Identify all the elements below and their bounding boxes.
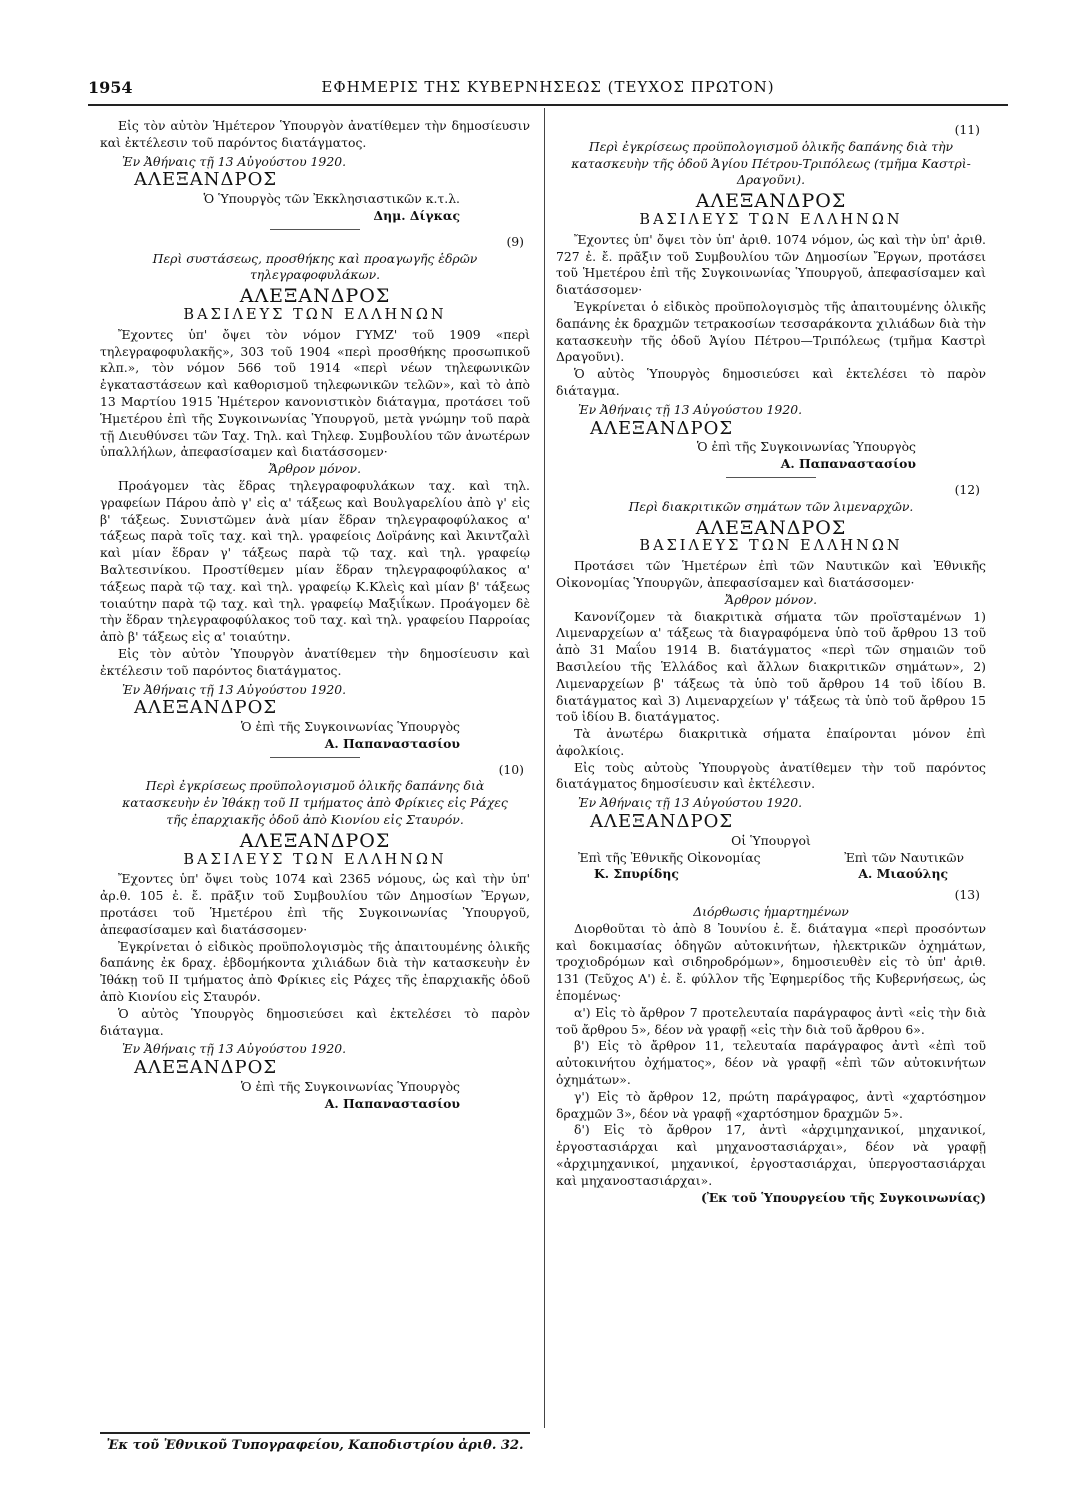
decree-9-preamble: Ἔχοντες ὑπ' ὄψει τὸν νόμον ΓΥΜΖ' τοῦ 1909 «περὶ τηλεγραφοφυλακῆς», 303 τοῦ 1904 «περὶ προσθήκης προσωπικοῦ κλπ.», τὸν νόμον 566 τοῦ 1914 «περὶ νέων τηλεφωνικῶν ἐγκαταστάσεων καὶ καθορισμοῦ τηλεφωνικῶν τελῶν», καὶ τὸ ἀπὸ 13 Μαρτίου 1915 Ἡμέτερον κανονιστικὸν διάταγμα, προτάσει τοῦ Ἡμετέρου ἐπὶ τῆς Συγκοινωνίας Ὑπουργοῦ, μετὰ γνώμην τοῦ παρὰ τῇ Διευθύνσει τῶν Ταχ. Τηλ. καὶ Τηλεφ. Συμβουλίου τῶν ἀνωτέρων ὑπαλλήλων, ἀπεφασίσαμεν καὶ διατάσσομεν· — [100, 326, 530, 460]
decree-13-item-b: β') Εἰς τὸ ἄρθρον 11, τελευταία παράγραφος ἀντὶ «ἐπὶ τοῦ αὐτοκινήτου ὀχήματος», δέον νὰ γραφῇ «ἐπὶ τῶν αὐτοκινήτων ὀχημάτων». — [556, 1038, 986, 1088]
decree-11-subject: Περὶ ἐγκρίσεως προϋπολογισμοῦ ὁλικῆς δαπάνης διὰ τὴν κατασκευὴν τῆς ὁδοῦ Ἁγίου Πέτρου-Τριπόλεως (τμῆμα Καστρὶ-Δραγοῦνι). — [571, 138, 971, 188]
decree-9-date: Ἐν Ἀθήναις τῇ 13 Αὐγούστου 1920. — [122, 681, 347, 697]
right-column — [556, 118, 986, 1206]
decree-9-article: Ἄρθρον μόνον. — [268, 461, 362, 477]
decree-10-king-signature: ΑΛΕΞΑΝΔΡΟΣ — [134, 1057, 278, 1079]
decree-12-minister-2-title: Ἐπὶ τῶν Ναυτικῶν — [844, 849, 964, 865]
decree-11-title: ΒΑΣΙΛΕΥΣ ΤΩΝ ΕΛΛΗΝΩΝ — [639, 211, 903, 228]
separator-line — [726, 477, 816, 478]
decree-12-body: Κανονίζομεν τὰ διακριτικὰ σήματα τῶν προϊσταμένων 1) Λιμεναρχείων α' τάξεως τὰ διαγραφόμενα ὑπὸ τοῦ ἄρθρου 13 τοῦ ἀπὸ 31 Μαΐου 1914 Β. διατάγματος «περὶ τῶν σημαιῶν τοῦ Βασιλείου τῆς Ἑλλάδος καὶ ἄλλων διακριτικῶν σημάτων», 2) Λιμεναρχείων β' τάξεως τὰ ὑπὸ τοῦ ἄρθρου 14 τοῦ ἰδίου Β. διατάγματος καὶ 3) Λιμεναρχείων γ' τάξεως τὰ ὑπὸ τοῦ ἄρθρου 15 τοῦ ἰδίου Β. διατάγματος. — [556, 608, 986, 725]
intro-text: Εἰς τὸν αὐτὸν Ἡμέτερον Ὑπουργὸν ἀνατίθεμεν τὴν δημοσίευσιν καὶ ἐκτέλεσιν τοῦ παρόντος διατάγματος. — [100, 118, 530, 150]
header-rule — [88, 104, 1008, 106]
printer-footer: Ἐκ τοῦ Ἐθνικοῦ Τυπογραφείου, Καποδιστρίου ἀριθ. 32. — [100, 1432, 530, 1453]
column-divider — [544, 108, 545, 1428]
decree-13-item-c: γ') Εἰς τὸ ἄρθρον 12, πρώτη παράγραφος, ἀντὶ «χαρτόσημον δραχμῶν 3», δέον νὰ γραφῇ «χαρτόσημον δραχμῶν 5». — [556, 1088, 986, 1121]
separator-line — [270, 229, 360, 230]
decree-12-king-signature: ΑΛΕΞΑΝΔΡΟΣ — [590, 811, 734, 833]
decree-11-minister-title: Ὁ ἐπὶ τῆς Συγκοινωνίας Ὑπουργὸς — [696, 439, 916, 455]
intro-king-signature: ΑΛΕΞΑΝΔΡΟΣ — [134, 169, 278, 191]
decree-9-minister-name: Α. Παπαναστασίου — [324, 735, 460, 751]
decree-10-title: ΒΑΣΙΛΕΥΣ ΤΩΝ ΕΛΛΗΝΩΝ — [183, 851, 447, 868]
decree-9-king: ΑΛΕΞΑΝΔΡΟΣ — [239, 285, 391, 308]
decree-12-date: Ἐν Ἀθήναις τῇ 13 Αὐγούστου 1920. — [578, 795, 803, 811]
decree-12-preamble: Προτάσει τῶν Ἡμετέρων ἐπὶ τῶν Ναυτικῶν καὶ Ἐθνικῆς Οἰκονομίας Ὑπουργῶν, ἀπεφασίσαμεν καὶ διατάσσομεν· — [556, 558, 986, 590]
decree-12-subject: Περὶ διακριτικῶν σημάτων τῶν λιμεναρχῶν. — [628, 498, 914, 514]
running-title: ΕΦΗΜΕΡΙΣ ΤΗΣ ΚΥΒΕΡΝΗΣΕΩΣ (ΤΕΥΧΟΣ ΠΡΩΤΟΝ) — [321, 78, 775, 96]
decree-9-number: (9) — [506, 233, 524, 249]
page-number: 1954 — [88, 78, 133, 97]
decree-9-title: ΒΑΣΙΛΕΥΣ ΤΩΝ ΕΛΛΗΝΩΝ — [183, 306, 447, 323]
decree-11-minister-name: Α. Παπαναστασίου — [780, 456, 916, 472]
decree-12-minister-1-title: Ἐπὶ τῆς Ἐθνικῆς Οἰκονομίας — [578, 849, 761, 865]
decree-11-closing: Ὁ αὐτὸς Ὑπουργὸς δημοσιεύσει καὶ ἐκτελέσει τὸ παρὸν διάταγμα. — [556, 366, 986, 398]
decree-12-note: Τὰ ἀνωτέρω διακριτικὰ σήματα ἐπαίρονται μόνον ἐπὶ ἀφολκίοις. — [556, 726, 986, 758]
decree-13-item-a: α') Εἰς τὸ ἄρθρον 7 προτελευταία παράγραφος ἀντὶ «εἰς τὴν διὰ τοῦ ἄρθρου 5», δέον νὰ γραφῇ «εἰς τὴν διὰ τοῦ ἄρθρου 6». — [556, 1004, 986, 1037]
decree-12-king: ΑΛΕΞΑΝΔΡΟΣ — [695, 516, 847, 539]
decree-10-king: ΑΛΕΞΑΝΔΡΟΣ — [239, 829, 391, 852]
decree-11-number: (11) — [954, 122, 980, 137]
decree-10-body: Ἐγκρίνεται ὁ εἰδικὸς προϋπολογισμὸς τῆς ἀπαιτουμένης ὁλικῆς δαπάνης ἐκ δραχ. ἑβδομήκοντα χιλιάδων διὰ τὴν κατασκευὴν ἐν Ἰθάκῃ τοῦ ΙΙ τμήματος ἀπὸ Φρίκιες εἰς Ράχες τῆς ἐπαρχιακῆς ὁδοῦ ἀπὸ Κιονίου εἰς Σταυρόν. — [100, 938, 530, 1005]
decree-12-minister-titles — [556, 850, 986, 867]
decree-12-article: Ἄρθρον μόνον. — [724, 591, 818, 607]
decree-9-closing: Εἰς τὸν αὐτὸν Ὑπουργὸν ἀνατίθεμεν τὴν δημοσίευσιν καὶ ἐκτέλεσιν τοῦ παρόντος διατάγματος. — [100, 645, 530, 678]
decree-9-king-signature: ΑΛΕΞΑΝΔΡΟΣ — [134, 697, 278, 719]
decree-9-body: Προάγομεν τὰς ἕδρας τηλεγραφοφυλάκων ταχ. καὶ τηλ. γραφείων Πάρου ἀπὸ γ' εἰς α' τάξεως καὶ Βουλγαρελίου ἀπὸ γ' εἰς β' τάξεως. Συνιστῶμεν ἀνὰ μίαν ἕδραν τηλεγραφοφύλακος α' τάξεως παρὰ τοῖς ταχ. καὶ τηλ. γραφείοις Δοϊράνης καὶ Ἀκιντζαλὶ καὶ μίαν ἕδραν γ' τάξεως παρὰ τῷ ταχ. καὶ τηλ. γραφείῳ Βαλτεσινίκου. Προστίθεμεν μίαν ἕδραν τηλεγραφοφύλακος α' τάξεως παρὰ τῷ ταχ. καὶ τηλ. γραφείῳ Κ.Κλεὶς καὶ μίαν β' τάξεως τοιαύτην παρὰ τῷ ταχ. καὶ τηλ. γραφείῳ Μαξιΐκων. Προάγομεν δὲ τὴν ἕδραν τηλεγραφοφύλακος τοῦ ταχ. καὶ τηλ. γραφείου Παρροίας ἀπὸ β' τάξεως εἰς α' τοιαύτην. — [100, 477, 530, 645]
page-header — [88, 78, 1008, 102]
decree-10-closing: Ὁ αὐτὸς Ὑπουργὸς δημοσιεύσει καὶ ἐκτελέσει τὸ παρὸν διάταγμα. — [100, 1005, 530, 1038]
decree-13-source: (Ἐκ τοῦ Ὑπουργείου τῆς Συγκοινωνίας) — [700, 1189, 986, 1205]
decree-13-body: Διορθοῦται τὸ ἀπὸ 8 Ἰουνίου ἐ. ἔ. διάταγμα «περὶ προσόντων καὶ δοκιμασίας ὁδηγῶν αὐτοκινήτων, ἠλεκτρικῶν ὀχημάτων, τροχιοδρόμων καὶ σιδηροδρόμων», δημοσιευθὲν εἰς τὸ ὑπ' ἀριθ. 131 (Τεῦχος Α') ἐ. ἔ. φύλλον τῆς Ἐφημερίδος τῆς Κυβερνήσεως, ὡς ἑπομένως· — [556, 920, 986, 1004]
intro-minister-title: Ὁ Ὑπουργὸς τῶν Ἐκκλησιαστικῶν κ.τ.λ. — [203, 191, 460, 207]
decree-13-item-d: δ') Εἰς τὸ ἄρθρον 17, ἀντὶ «ἀρχιμηχανικοί, μηχανικοί, ἐργοστασιάρχαι καὶ μηχανοστασιάρχαι», δέον νὰ γραφῇ «ἀρχιμηχανικοί, μηχανικοί, ἐργοστασιάρχαι, ὑπεργοστασιάρχαι καὶ μηχανοστασιάρχαι». — [556, 1122, 986, 1188]
decree-12-ministers-label: Οἱ Ὑπουργοὶ — [731, 832, 811, 848]
decree-11-king: ΑΛΕΞΑΝΔΡΟΣ — [695, 190, 847, 213]
decree-11-king-signature: ΑΛΕΞΑΝΔΡΟΣ — [590, 417, 734, 439]
decree-10-minister-name: Α. Παπαναστασίου — [324, 1095, 460, 1111]
decree-11-preamble: Ἔχοντες ὑπ' ὄψει τὸν ὑπ' ἀριθ. 1074 νόμον, ὡς καὶ τὴν ὑπ' ἀριθ. 727 ἐ. ἔ. πρᾶξιν τοῦ Συμβουλίου τῶν Δημοσίων Ἔργων, προτάσει τοῦ Ἡμετέρου ἐπὶ τῆς Συγκοινωνίας Ὑπουργοῦ, ἀπεφασίσαμεν καὶ διατάσσομεν· — [556, 231, 986, 298]
decree-10-subject: Περὶ ἐγκρίσεως προϋπολογισμοῦ ὁλικῆς δαπάνης διὰ κατασκευὴν ἐν Ἰθάκῃ τοῦ ΙΙ τμήματος ἀπὸ Φρίκιες εἰς Ράχες τῆς ἐπαρχιακῆς ὁδοῦ ἀπὸ Κιονίου εἰς Σταυρόν. — [122, 778, 508, 828]
decree-11-date: Ἐν Ἀθήναις τῇ 13 Αὐγούστου 1920. — [578, 401, 803, 417]
decree-10-date: Ἐν Ἀθήναις τῇ 13 Αὐγούστου 1920. — [122, 1041, 347, 1057]
decree-12-number: (12) — [954, 481, 980, 497]
decree-12-closing: Εἰς τοὺς αὐτοὺς Ὑπουργοὺς ἀνατίθεμεν τὴν τοῦ παρόντος διατάγματος δημοσίευσιν καὶ ἐκτέλεσιν. — [556, 759, 986, 792]
intro-minister-name: Δημ. Δίγκας — [373, 207, 460, 223]
decree-10-number: (10) — [498, 761, 524, 777]
decree-10-minister-title: Ὁ ἐπὶ τῆς Συγκοινωνίας Ὑπουργὸς — [240, 1079, 460, 1095]
decree-11-body: Ἐγκρίνεται ὁ εἰδικὸς προϋπολογισμὸς τῆς ἀπαιτουμένης ὁλικῆς δαπάνης ἐκ δραχμῶν τετρακοσίων τεσσαράκοντα χιλιάδων διὰ τὴν κατασκευὴν τῆς ὁδοῦ Ἁγίου Πέτρου—Τριπόλεως (τμῆμα Καστρὶ Δραγοῦνι). — [556, 298, 986, 365]
decree-13-subject: Διόρθωσις ἡμαρτημένων — [693, 904, 849, 920]
decree-9-minister-title: Ὁ ἐπὶ τῆς Συγκοινωνίας Ὑπουργὸς — [240, 719, 460, 735]
decree-12-minister-1-name: Κ. Σπυρίδης — [594, 866, 679, 882]
intro-date: Ἐν Ἀθήναις τῇ 13 Αὐγούστου 1920. — [122, 153, 347, 169]
left-column — [100, 118, 530, 1113]
decree-10-preamble: Ἔχοντες ὑπ' ὄψει τοὺς 1074 καὶ 2365 νόμους, ὡς καὶ τὴν ὑπ' ἀρ.θ. 105 ἐ. ἔ. πρᾶξιν τοῦ Συμβουλίου τῶν Δημοσίων Ἔργων, προτάσει τοῦ Ἡμετέρου ἐπὶ τῆς Συγκοινωνίας Ὑπουργοῦ, ἀπεφασίσαμεν καὶ διατάσσομεν· — [100, 871, 530, 937]
separator-line — [270, 757, 360, 758]
decree-13-number: (13) — [954, 887, 980, 903]
decree-12-minister-names — [556, 866, 986, 883]
decree-12-minister-2-name: Α. Μιαούλης — [858, 866, 948, 882]
decree-12-title: ΒΑΣΙΛΕΥΣ ΤΩΝ ΕΛΛΗΝΩΝ — [639, 538, 903, 555]
decree-9-subject: Περὶ συστάσεως, προσθήκης καὶ προαγωγῆς ἑδρῶν τηλεγραφοφυλάκων. — [152, 250, 478, 283]
